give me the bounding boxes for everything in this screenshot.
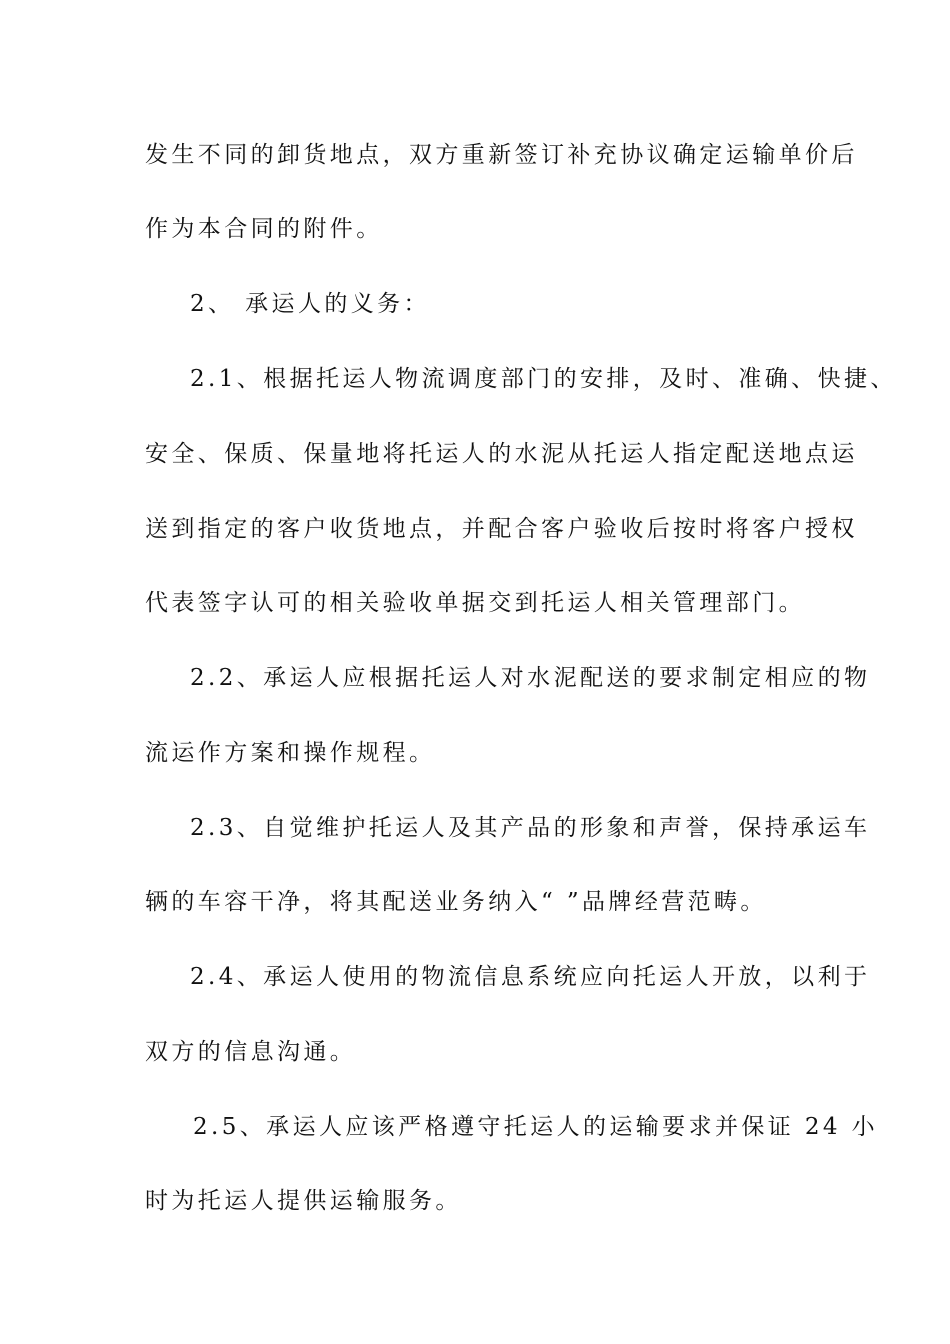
clause-2-1-line: 2.1、根据托运人物流调度部门的安排，及时、准确、快捷、: [190, 366, 897, 392]
section-heading: 2、 承运人的义务：: [190, 291, 430, 317]
text-line: 安全、保质、保量地将托运人的水泥从托运人指定配送地点运: [145, 441, 858, 467]
clause-2-4-line: 2.4、承运人使用的物流信息系统应向托运人开放，以利于: [190, 964, 871, 990]
text-line: 双方的信息沟通。: [145, 1039, 357, 1065]
text-line: 流运作方案和操作规程。: [145, 740, 436, 766]
text-line: 辆的车容干净，将其配送业务纳入“ ”品牌经营范畴。: [145, 889, 767, 915]
text-line: 送到指定的客户收货地点，并配合客户验收后按时将客户授权: [145, 516, 858, 542]
clause-2-2-line: 2.2、承运人应根据托运人对水泥配送的要求制定相应的物: [190, 665, 871, 691]
clause-2-5-line: 2.5、承运人应该严格遵守托运人的运输要求并保证 24 小: [193, 1114, 879, 1140]
text-line: 作为本合同的附件。: [145, 216, 383, 242]
text-line: 时为托运人提供运输服务。: [145, 1188, 462, 1214]
clause-2-3-line: 2.3、自觉维护托运人及其产品的形象和声誉，保持承运车: [190, 815, 871, 841]
text-line: 代表签字认可的相关验收单据交到托运人相关管理部门。: [145, 590, 805, 616]
text-line: 发生不同的卸货地点，双方重新签订补充协议确定运输单价后: [145, 142, 858, 168]
